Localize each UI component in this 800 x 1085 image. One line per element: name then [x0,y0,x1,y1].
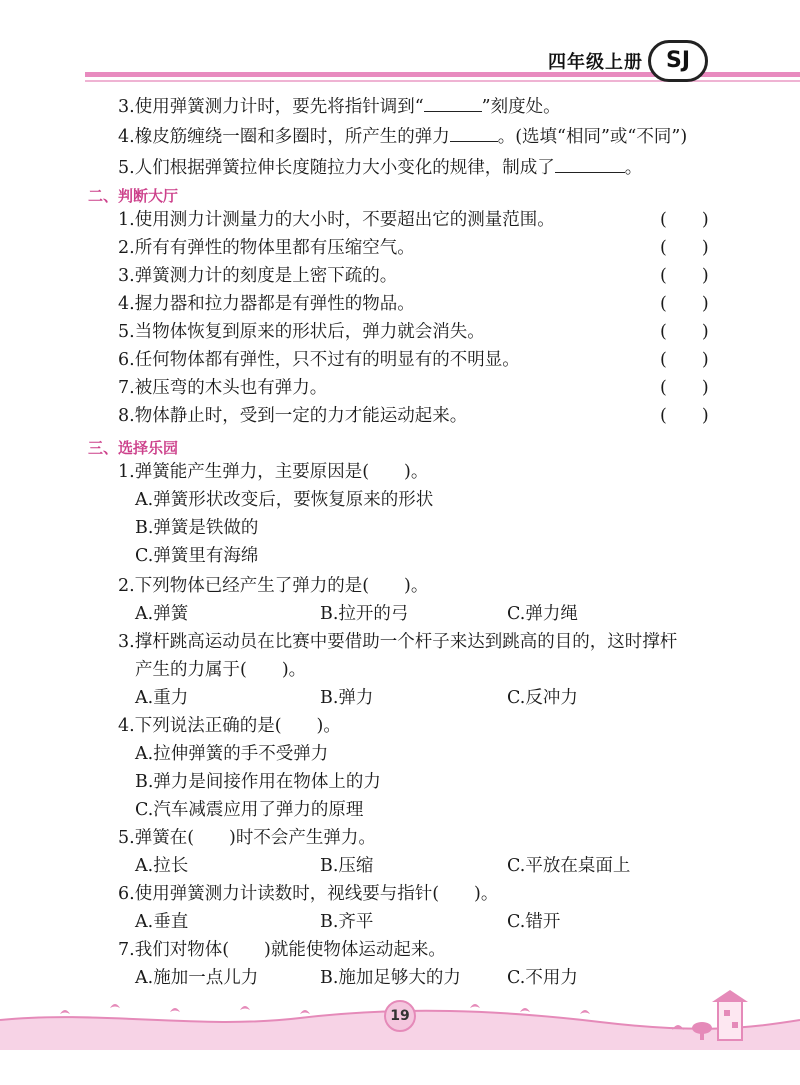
choice-q3-stem-2: 产生的力属于( )。 [135,660,307,680]
choice-q3-stem-1: 3.撑杆跳高运动员在比赛中要借助一个杆子来达到跳高的目的，这时撑杆 [118,632,678,652]
choice-q5-stem: 5.弹簧在( )时不会产生弹力。 [118,828,376,848]
judge-answer-5: ( ) [660,322,709,342]
choice-q3-b: B.弹力 [320,688,374,708]
judge-answer-6: ( ) [660,350,709,370]
judge-answer-7: ( ) [660,378,709,398]
choice-q2-a: A.弹簧 [135,604,189,624]
judge-item-1: 1.使用测力计测量力的大小时，不要超出它的测量范围。 [118,210,555,230]
choice-q6-b: B.齐平 [320,912,374,932]
choice-q6-c: C.错开 [507,912,561,932]
footer-sprouts [60,1004,590,1014]
choice-q6-stem: 6.使用弹簧测力计读数时，视线要与指针( )。 [118,884,499,904]
judge-item-8: 8.物体静止时，受到一定的力才能运动起来。 [118,406,468,426]
choice-q2-stem: 2.下列物体已经产生了弹力的是( )。 [118,576,429,596]
choice-q6-a: A.垂直 [135,912,189,932]
choice-q5-c: C.平放在桌面上 [507,856,631,876]
choice-q7-a: A.施加一点儿力 [135,968,259,988]
choice-q7-c: C.不用力 [507,968,578,988]
choice-q4-a: A.拉伸弹簧的手不受弹力 [135,744,329,764]
choice-q4-stem: 4.下列说法正确的是( )。 [118,716,341,736]
fill-item-3-post: ”刻度处。 [481,97,561,117]
judge-item-2: 2.所有有弹性的物体里都有压缩空气。 [118,238,415,258]
fill-item-4-post: 。(选填“相同”或“不同”) [497,127,688,147]
judge-item-5: 5.当物体恢复到原来的形状后，弹力就会消失。 [118,322,485,342]
blank [424,94,482,112]
choice-q1-b: B.弹簧是铁做的 [135,518,259,538]
choice-q5-b: B.压缩 [320,856,374,876]
judge-item-4: 4.握力器和拉力器都是有弹性的物品。 [118,294,415,314]
judge-item-6: 6.任何物体都有弹性，只不过有的明显有的不明显。 [118,350,520,370]
page-number: 19 [384,1000,416,1032]
fill-item-3 [118,94,561,119]
section-judge-title: 二、判断大厅 [88,187,179,205]
choice-q4-c: C.汽车减震应用了弹力的原理 [135,800,364,820]
choice-q1-c: C.弹簧里有海绵 [135,546,259,566]
judge-answer-3: ( ) [660,266,709,286]
judge-item-3: 3.弹簧测力计的刻度是上密下疏的。 [118,266,398,286]
fill-item-3-pre: 3.使用弹簧测力计时，要先将指针调到“ [118,97,424,117]
grade-label: 四年级上册 [548,52,643,73]
choice-q5-a: A.拉长 [135,856,189,876]
fill-item-5-post: 。 [624,158,643,178]
section-choice-title: 三、选择乐园 [88,439,179,457]
fill-item-5 [118,155,642,180]
judge-item-7: 7.被压弯的木头也有弹力。 [118,378,328,398]
choice-q1-stem: 1.弹簧能产生弹力，主要原因是( )。 [118,462,429,482]
blank [555,155,625,173]
choice-q2-b: B.拉开的弓 [320,604,409,624]
choice-q3-c: C.反冲力 [507,688,578,708]
judge-answer-2: ( ) [660,238,709,258]
choice-q4-b: B.弹力是间接作用在物体上的力 [135,772,381,792]
judge-answer-8: ( ) [660,406,709,426]
fill-item-5-pre: 5.人们根据弹簧拉伸长度随拉力大小变化的规律，制成了 [118,158,555,178]
blank [450,124,498,142]
fill-item-4 [118,124,687,149]
choice-q3-a: A.重力 [135,688,189,708]
choice-q1-a: A.弹簧形状改变后，要恢复原来的形状 [135,490,434,510]
judge-answer-1: ( ) [660,210,709,230]
choice-q2-c: C.弹力绳 [507,604,578,624]
choice-q7-stem: 7.我们对物体( )就能使物体运动起来。 [118,940,446,960]
judge-answer-4: ( ) [660,294,709,314]
edition-badge: SJ [648,40,708,82]
choice-q7-b: B.施加足够大的力 [320,968,461,988]
fill-item-4-pre: 4.橡皮筋缠绕一圈和多圈时，所产生的弹力 [118,127,450,147]
